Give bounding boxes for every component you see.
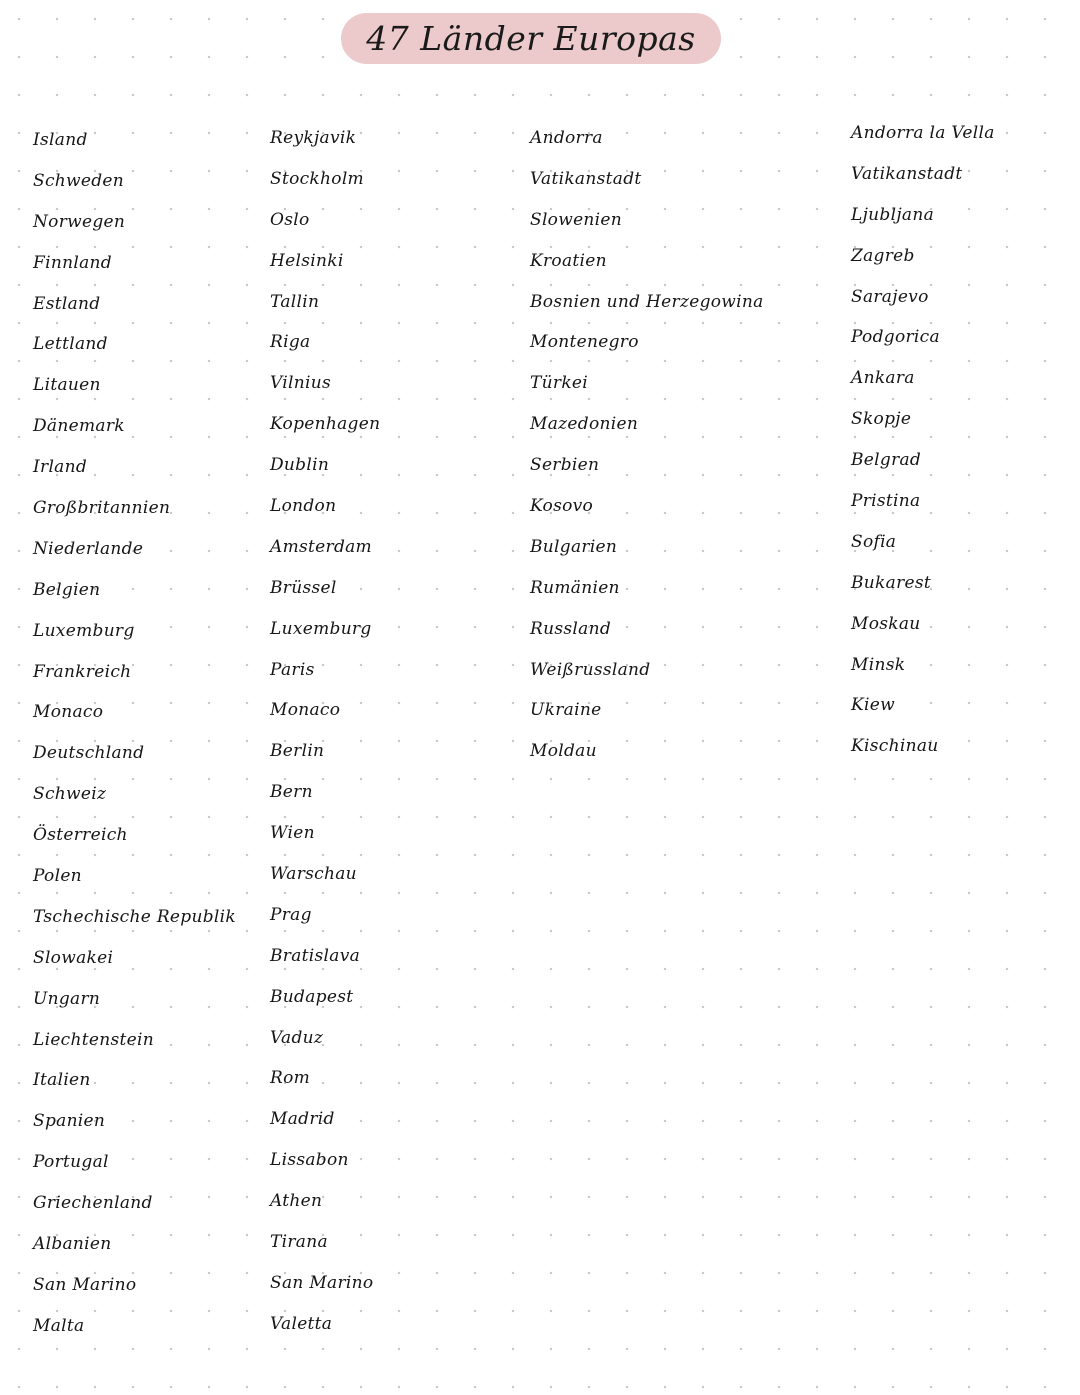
capital-item: Podgorica [851,327,940,348]
capital-item: Brüssel [270,577,337,598]
country-item: Luxemburg [33,620,135,641]
capital-item: Madrid [270,1109,335,1130]
country-item: Frankreich [33,661,132,682]
country-item: Moldau [530,741,597,762]
country-item: Andorra [530,128,603,148]
country-item: Rumänien [530,577,620,598]
country-item: Bosnien und Herzegowina [530,291,764,312]
capital-item: Vaduz [270,1027,324,1048]
capital-item: Budapest [270,986,354,1007]
capital-item: Bern [270,782,313,803]
capital-item: Monaco [270,700,341,721]
capital-item: Helsinki [270,250,344,271]
capital-item: Kiew [851,695,895,716]
country-item: Großbritannien [33,498,171,519]
country-item: Serbien [530,455,600,476]
country-item: Griechenland [33,1193,153,1214]
capital-item: Warschau [270,864,357,885]
countries-column-2 [530,118,764,772]
country-item: Russland [530,618,611,639]
capital-item: Berlin [270,741,325,762]
capital-item: Wien [270,823,315,844]
capital-item: Dublin [270,455,330,476]
country-item: Monaco [33,702,104,723]
country-item: Ungarn [33,988,101,1009]
country-item: Tschechische Republik [33,906,236,927]
capital-item: Belgrad [851,450,922,471]
capital-item: Prag [270,904,312,925]
capital-item: Athen [270,1191,323,1212]
capital-item: Sofia [851,531,897,552]
capital-item: Pristina [851,491,921,512]
capital-item: Lissabon [270,1150,349,1171]
country-item: Belgien [33,579,101,600]
capital-item: Andorra la Vella [851,123,995,143]
country-item: Finnland [33,252,112,273]
country-item: Ukraine [530,700,602,721]
country-item: Slowenien [530,209,623,230]
country-item: Slowakei [33,947,114,968]
country-item: Deutschland [33,743,145,764]
title-banner [341,13,721,64]
capital-item: Valetta [270,1313,333,1334]
capital-item: Vatikanstadt [851,163,963,184]
country-item: Norwegen [33,211,126,232]
capitals-column-1 [270,118,380,1345]
country-item: Mazedonien [530,414,639,435]
country-item: Weißrussland [530,659,651,680]
capital-item: Paris [270,659,315,680]
capitals-column-2 [851,113,995,767]
capital-item: Moskau [851,613,921,634]
country-item: Island [33,130,88,150]
country-item: Österreich [33,825,128,846]
country-item: Lettland [33,334,108,355]
capital-item: Vilnius [270,373,332,394]
country-item: Italien [33,1070,91,1091]
country-item: Dänemark [33,416,125,437]
capital-item: Sarajevo [851,286,929,307]
capital-item: Skopje [851,409,912,430]
country-item: Portugal [33,1152,109,1173]
capital-item: Reykjavik [270,128,357,148]
capital-item: Oslo [270,209,310,230]
capital-item: Tallin [270,291,320,312]
country-item: Schweden [33,170,125,191]
capital-item: London [270,496,337,517]
country-item: San Marino [33,1274,137,1295]
country-item: Niederlande [33,538,144,559]
capital-item: Minsk [851,654,906,675]
page-title: 47 Länder Europas [366,19,696,58]
country-item: Kosovo [530,496,594,517]
country-item: Vatikanstadt [530,168,642,189]
capital-item: Ankara [851,368,915,389]
capital-item: Luxemburg [270,618,372,639]
country-item: Liechtenstein [33,1029,154,1050]
capital-item: Kischinau [851,736,939,757]
country-item: Malta [33,1315,85,1336]
country-item: Irland [33,457,88,478]
capital-item: Amsterdam [270,536,372,557]
country-item: Bulgarien [530,536,618,557]
capital-item: Zagreb [851,245,915,266]
country-item: Litauen [33,375,101,396]
capital-item: San Marino [270,1272,374,1293]
country-item: Montenegro [530,332,639,353]
country-item: Kroatien [530,250,607,271]
country-item: Estland [33,293,101,314]
capital-item: Ljubljana [851,204,935,225]
country-item: Spanien [33,1111,106,1132]
capital-item: Riga [270,332,311,353]
country-item: Albanien [33,1234,112,1255]
country-item: Polen [33,866,82,887]
capital-item: Rom [270,1068,311,1089]
countries-column-1 [33,120,236,1347]
capital-item: Stockholm [270,168,364,189]
capital-item: Tirana [270,1232,328,1253]
capital-item: Bukarest [851,572,932,593]
country-item: Schweiz [33,784,107,805]
capital-item: Bratislava [270,945,361,966]
capital-item: Kopenhagen [270,414,381,435]
country-item: Türkei [530,373,589,394]
